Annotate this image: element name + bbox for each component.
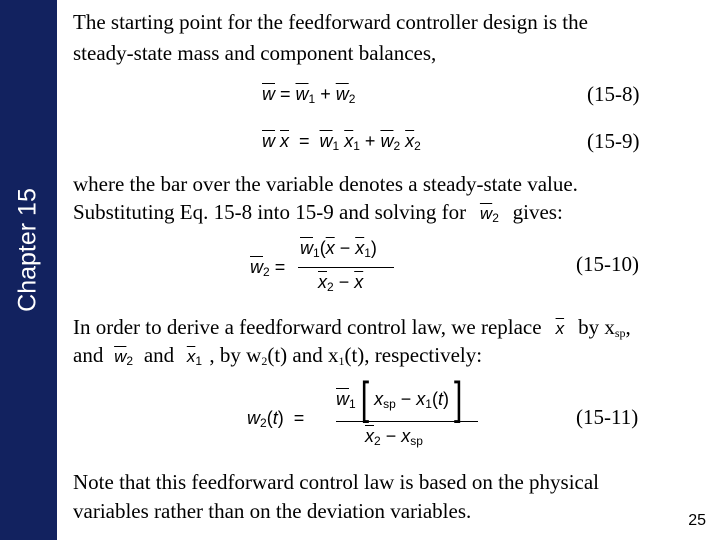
para3-line-2 — [73, 342, 482, 375]
equation-15-11-denominator: $\overline{x}_2 - x_{sp}$ — [365, 426, 423, 448]
para3-respectively: (t), respectively: — [344, 343, 483, 367]
para3-and-1: and — [73, 343, 104, 367]
para3-and-x: (t) and x — [267, 343, 339, 367]
w2-bar-symbol-2: $\overline{w}_2$ — [114, 347, 134, 368]
equation-number-15-11: (15-11) — [576, 405, 639, 429]
equation-15-10-numerator: $\overline{w}_1(\overline{x} - \overline{x}_1)$ — [300, 238, 377, 260]
equation-15-8: $\overline{w} = \overline{w}_1 + \overline{w}_2$ — [262, 84, 356, 106]
chapter-label: Chapter 15 — [13, 188, 42, 312]
note-line-2: variables rather than on the deviation variables. — [73, 499, 472, 523]
page-number: 25 — [688, 512, 706, 529]
para3-and-2: and — [143, 343, 175, 367]
equation-15-10-denominator: $\overline{x}_2 - \overline{x}$ — [318, 272, 364, 294]
equation-15-11-numerator: $\overline{w}_1$ [ $x_{sp} - x_1(t)$ ] — [336, 374, 463, 424]
equation-15-11-fraction-bar — [336, 421, 478, 422]
equation-15-10-fraction-bar — [298, 267, 394, 268]
equation-15-11-lhs: $w_2(t)$ = — [247, 408, 305, 430]
equation-15-9: $\overline{w}$ $\overline{x} = \overline{w}_1$ $\overline{x}_1 + \overline{w}_2$ $\overline{x}_2$ — [262, 131, 421, 153]
x-bar-symbol: $\overline{x}$ — [555, 319, 565, 338]
para3-w-subscript: 2 — [261, 354, 268, 368]
equation-15-10-lhs: $\overline{w}_2$ = — [250, 257, 286, 279]
para3-by-xsp: by x — [578, 315, 615, 339]
para2-line-2-end: gives: — [512, 200, 563, 224]
para2-line-1: where the bar over the variable denotes a steady-state value. — [73, 172, 578, 196]
equation-number-15-9: (15-9) — [587, 129, 640, 153]
para3-x-subscript: 1 — [338, 354, 345, 368]
para3-line-1-text: In order to derive a feedforward control law, we replace — [73, 315, 542, 339]
para3-sp-subscript: sp — [614, 326, 626, 340]
equation-number-15-8: (15-8) — [587, 82, 640, 106]
x1-bar-symbol: $\overline{x}_1$ — [186, 347, 202, 368]
para2-line-2-text: Substituting Eq. 15-8 into 15-9 and solving for — [73, 200, 467, 224]
w2-bar-symbol: $\overline{w}_2$ — [479, 204, 499, 225]
para2-line-2 — [73, 199, 563, 232]
para3-comma: , — [625, 315, 631, 339]
intro-line-1: The starting point for the feedforward controller design is the — [73, 10, 588, 34]
equation-number-15-10: (15-10) — [576, 252, 639, 276]
para3-by-w: , by w — [209, 343, 262, 367]
chapter-sidebar — [0, 0, 57, 540]
note-line-1: Note that this feedforward control law is based on the physical — [73, 470, 600, 494]
intro-line-2: steady-state mass and component balances, — [73, 41, 437, 65]
